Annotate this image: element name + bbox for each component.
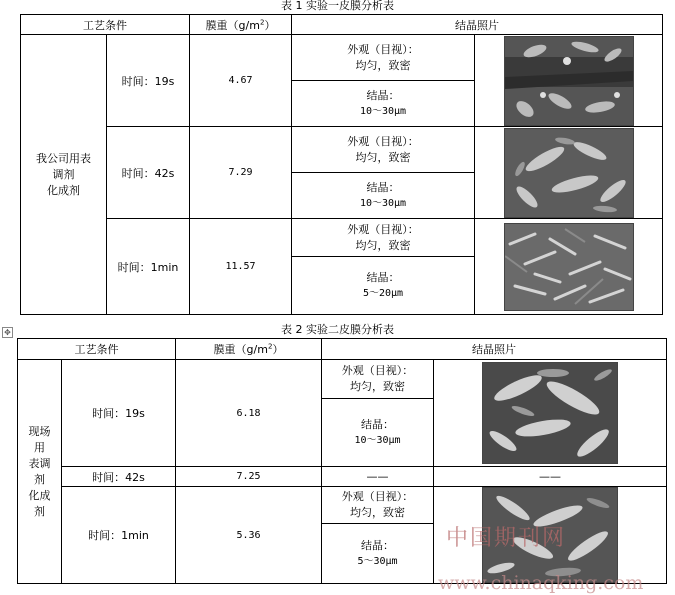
photo-cell [475, 35, 663, 127]
result-dash: —— [322, 467, 434, 487]
appearance-cell: 外观（目视）： 均匀，致密 [292, 219, 475, 257]
header-photo: 结晶照片 [292, 15, 663, 35]
header-photo: 结晶照片 [322, 339, 667, 360]
weight-cell: 5.36 [176, 487, 322, 584]
photo-cell [475, 219, 663, 315]
crystal-photo [504, 36, 634, 126]
time-cell: 时间：1min [62, 487, 176, 584]
appearance-cell: 外观（目视）： 均匀，致密 [322, 360, 434, 399]
photo-cell [434, 487, 667, 584]
appearance-cell: 外观（目视）： 均匀，致密 [292, 127, 475, 173]
crystal-cell: 结晶： 5～20μm [292, 257, 475, 315]
photo-cell [475, 127, 663, 219]
table2-caption: 表 2 实验二皮膜分析表 [281, 323, 394, 336]
table-move-icon[interactable]: ✥ [2, 327, 13, 338]
group-label: 我公司用表 调剂 化成剂 [21, 35, 107, 315]
table2 [17, 338, 667, 584]
time-cell: 时间：19s [62, 360, 176, 467]
crystal-cell: 结晶： 5～30μm [322, 524, 434, 584]
time-cell: 时间：42s [107, 127, 190, 219]
header-process: 工艺条件 [21, 15, 190, 35]
weight-cell: 7.25 [176, 467, 322, 487]
crystal-photo [482, 362, 618, 464]
time-cell: 时间：42s [62, 467, 176, 487]
appearance-cell: 外观（目视）： 均匀，致密 [322, 487, 434, 524]
weight-cell: 11.57 [190, 219, 292, 315]
crystal-cell: 结晶： 10～30μm [322, 399, 434, 467]
time-cell: 时间：19s [107, 35, 190, 127]
photo-cell [434, 360, 667, 467]
time-cell: 时间：1min [107, 219, 190, 315]
crystal-photo [504, 223, 634, 311]
weight-cell: 6.18 [176, 360, 322, 467]
header-process: 工艺条件 [18, 339, 176, 360]
header-weight: 膜重$(g/m^2)$ [176, 339, 322, 360]
photo-dash: —— [434, 467, 667, 487]
watermark-text: 中国期刊网 [446, 526, 567, 551]
table1-caption: 表 1 实验一皮膜分析表 [281, 0, 394, 12]
crystal-cell: 结晶： 10～30μm [292, 173, 475, 219]
header-weight: 膜重$(g/m^2)$ [190, 15, 292, 35]
table1 [20, 14, 663, 315]
weight-cell: 4.67 [190, 35, 292, 127]
weight-cell: 7.29 [190, 127, 292, 219]
crystal-photo [482, 487, 618, 583]
crystal-cell: 结晶： 10～30μm [292, 81, 475, 127]
watermark-url: www.chinaqking.com [438, 572, 644, 594]
group-label: 现场 用 表调 剂 化成 剂 [18, 360, 62, 584]
appearance-cell: 外观（目视）： 均匀，致密 [292, 35, 475, 81]
crystal-photo [504, 128, 634, 218]
